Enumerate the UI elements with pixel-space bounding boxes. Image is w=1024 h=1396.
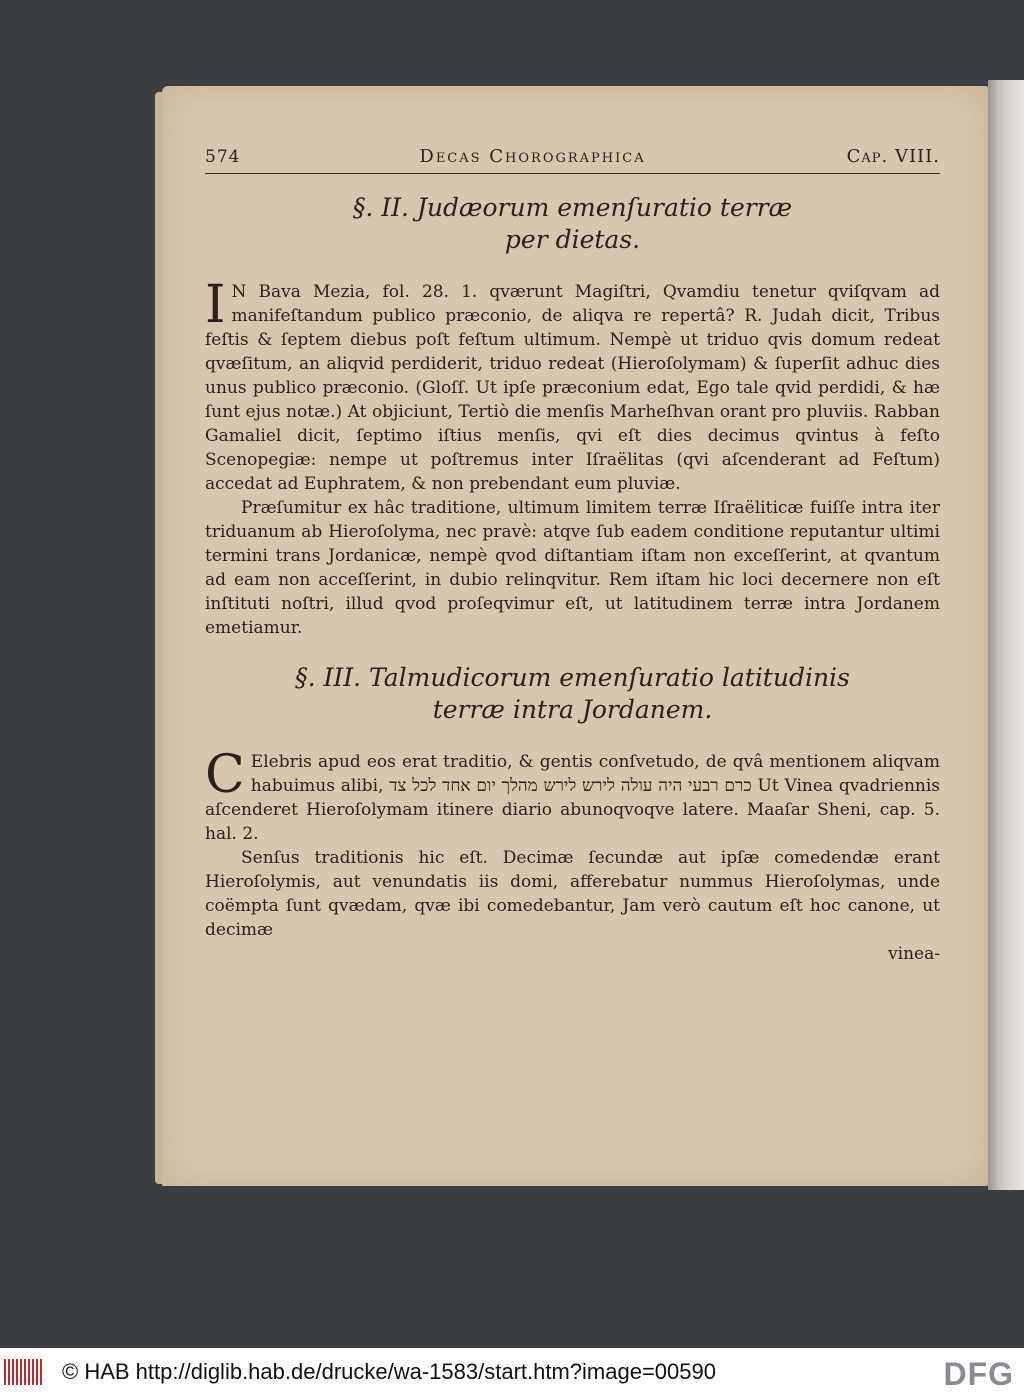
paragraph [205, 275, 940, 496]
running-title: Decas Chorographica [419, 146, 646, 167]
section-heading-line: §. III. Talmudicorum emenſuratio latitudinis [295, 663, 850, 692]
paragraph-text: Elebris apud eos erat traditio, & gentis conſvetudo, de qvâ mentionem aliqvam habuimus alibi, כרם רבעי היה עולה לירש לירש מהלך יום אחד לכל צד Ut Vinea qvadriennis aſcenderet Hieroſolymam itinere diario abunoqvoqve latere. Maaſar Sheni, cap. 5. hal. 2. [205, 752, 941, 844]
drop-cap: I [205, 275, 226, 335]
section-heading [205, 662, 940, 726]
page-text [205, 146, 940, 966]
page-number: 574 [205, 147, 241, 167]
dfg-logo: DFG [943, 1356, 1014, 1392]
section-heading-line: §. II. Judæorum emenſuratio terræ [352, 193, 793, 222]
drop-cap: C [205, 745, 245, 805]
chapter-label: Cap. VIII. [846, 146, 940, 167]
footer-bar [0, 1348, 1024, 1396]
section-heading-line: per dietas. [504, 225, 641, 254]
barcode-icon [4, 1357, 44, 1387]
section-heading [205, 192, 940, 256]
paragraph [205, 745, 941, 846]
page-right-edge [988, 80, 1024, 1190]
paragraph-text: Præſumitur ex hâc traditione, ultimum limitem terræ Iſraëliticæ fuiſſe intra iter triduanum ab Hieroſolyma, nec pravè: atqve ſub eadem conditione reputantur ultimi termini trans Jordanicæ, nempè qvod diſtantiam iſtam non exceſſerint, at qvantum ad eam non acceſſerint, in dubio relinqvitur. Rem iſtam hic loci decernere non eſt inſtituti noſtri, illud qvod proſeqvimur eſt, ut latitudinem terræ intra Jordanem emetiamur. [205, 498, 940, 638]
section-heading-line: terræ intra Jordanem. [432, 695, 713, 724]
paragraph-text: N Bava Mezia, fol. 28. 1. qværunt Magiſtri, Qvamdiu tenetur qviſqvam ad manifeſtandum publico præconio, de aliqva re repertâ? R. Judah dicit, Tribus feſtis & ſeptem diebus poſt feſtum ultimum. Nempè ut triduo qvis domum redeat qvæſitum, an aliqvid perdiderit, triduo redeat (Hieroſolymam) & ſuperſit adhuc dies unus publico præconio. (Gloſſ. Ut ipſe præconium edat, Ego tale qvid perdidi, & hæ ſunt ejus notæ.) At objiciunt, Tertiò die menſis Marheſhvan orant pro pluviis. Rabban Gamaliel dicit, ſeptimo iſtius menſis, qvi eſt dies decimus qvintus à feſto Scenopegiæ: nempe ut poſtremus inter Iſraëlitas (qvi aſcenderant ad Feſtum) accedat ad Euphratem, & non prebendant eum pluviæ. [205, 282, 940, 494]
credit-link[interactable]: © HAB http://diglib.hab.de/drucke/wa-1583/start.htm?image=00590 [62, 1359, 716, 1384]
paragraph-text: Senſus traditionis hic eſt. Decimæ ſecundæ aut ipſæ comedendæ erant Hieroſolymis, aut venundatis iis domi, afferebatur nummus Hieroſolymas, unde coëmpta ſunt qvædam, qvæ ibi comedebantur, Jam verò cautum eſt hoc canone, ut decimæ [205, 848, 940, 940]
running-header [205, 146, 940, 174]
catchword: vinea- [888, 944, 940, 964]
